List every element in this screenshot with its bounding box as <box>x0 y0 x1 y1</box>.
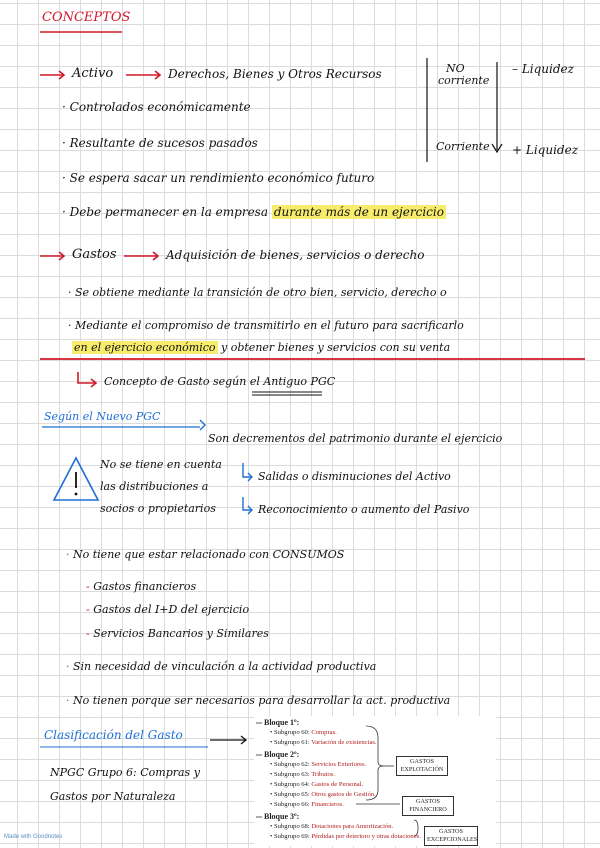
consumo-item-3: - Servicios Bancarios y Similares <box>86 627 269 640</box>
activo-definition: Derechos, Bienes y Otros Recursos <box>168 67 382 81</box>
concepto-gasto: Concepto de Gasto según el Antiguo PGC <box>104 375 336 388</box>
activo-bullet-2: · Resultante de sucesos pasados <box>62 136 258 150</box>
page-title: CONCEPTOS <box>42 10 131 25</box>
gastos-excepcionales-box: GASTOS EXCEPCIONALES <box>424 826 478 846</box>
activo-label: Activo <box>72 66 114 81</box>
warning-line-2: las distribuciones a <box>100 480 209 493</box>
extra-bullet-2: · No tienen porque ser necesarios para desarrollar la act. productiva <box>66 694 451 707</box>
subgrupo-69: • Subgrupo 69: Pérdidas por deterioro y otras dotaciones. <box>270 833 421 840</box>
salidas-activo: Salidas o disminuciones del Activo <box>258 470 451 483</box>
gastos-bullet-1: · Se obtiene mediante la transición de otro bien, servicio, derecho o <box>68 286 447 299</box>
warning-line-1: No se tiene en cuenta <box>100 458 222 471</box>
gastos-financiero-box: GASTOS FINANCIERO <box>402 796 454 816</box>
activo-bullet-1: · Controlados económicamente <box>62 100 251 114</box>
bloque-3-title: Bloque 3º: <box>264 812 300 821</box>
clasificacion-line-2: Gastos por Naturaleza <box>50 790 176 803</box>
goodnotes-watermark: Made with Goodnotes <box>4 834 63 840</box>
gastos-bullet-2-cont: en el ejercicio económico y obtener bienes y servicios con su venta <box>74 341 451 354</box>
subgrupo-60: • Subgrupo 60: Compras. <box>270 729 337 736</box>
subgrupo-64: • Subgrupo 64: Gastos de Personal. <box>270 781 364 788</box>
mas-liquidez: + Liquidez <box>512 143 579 157</box>
activo-bullet-3: · Se espera sacar un rendimiento económico futuro <box>62 171 375 185</box>
nuevo-pgc-title: Según el Nuevo PGC <box>44 410 161 423</box>
subgrupo-63: • Subgrupo 63: Tributos. <box>270 771 335 778</box>
no-corriente-bottom: corriente <box>438 74 490 87</box>
subgrupo-62: • Subgrupo 62: Servicios Exteriores. <box>270 761 367 768</box>
bloque-2-title: Bloque 2º: <box>264 750 300 759</box>
extra-bullet-1: · Sin necesidad de vinculación a la actividad productiva <box>66 660 377 673</box>
highlight-ejercicio: en el ejercicio económico <box>74 341 216 354</box>
activo-bullet-4: · Debe permanecer en la empresa durante más de un ejercicio <box>62 205 444 219</box>
consumo-item-1: - Gastos financieros <box>86 580 197 593</box>
warning-line-3: socios o propietarios <box>100 502 216 515</box>
gastos-explotacion-box: GASTOS EXPLOTACIÓN <box>396 756 448 776</box>
gastos-bullet-2: · Mediante el compromiso de transmitirlo en el futuro para sacrificarlo <box>68 319 464 332</box>
gastos-label: Gastos <box>72 247 117 262</box>
no-corriente-top: NO <box>446 62 465 75</box>
reconocimiento-pasivo: Reconocimiento o aumento del Pasivo <box>258 503 470 516</box>
subgrupo-68: • Subgrupo 68: Dotaciones para Amortización. <box>270 823 394 830</box>
subgrupo-65: • Subgrupo 65: Otros gastos de Gestión. <box>270 791 376 798</box>
gastos-definition: Adquisición de bienes, servicios o derecho <box>166 248 425 262</box>
clasificacion-title: Clasificación del Gasto <box>44 728 183 742</box>
consumo-item-2: - Gastos del I+D del ejercicio <box>86 603 250 616</box>
nuevo-pgc-definition: Son decrementos del patrimonio durante el ejercicio <box>208 432 503 445</box>
clasificacion-line-1: NPGC Grupo 6: Compras y <box>50 766 200 779</box>
menos-liquidez: – Liquidez <box>512 62 574 76</box>
highlight-durante: durante más de un ejercicio <box>273 205 444 219</box>
subgrupo-61: • Subgrupo 61: Variación de existencias. <box>270 739 377 746</box>
bloque-1-title: Bloque 1º: <box>264 718 300 727</box>
corriente-label: Corriente <box>436 140 490 153</box>
consumos-title: · No tiene que estar relacionado con CONSUMOS <box>66 548 345 561</box>
antiguo-pgc: Antiguo PGC <box>263 375 336 388</box>
subgrupos-panel <box>254 716 496 846</box>
subgrupo-66: • Subgrupo 66: Financieros. <box>270 801 344 808</box>
